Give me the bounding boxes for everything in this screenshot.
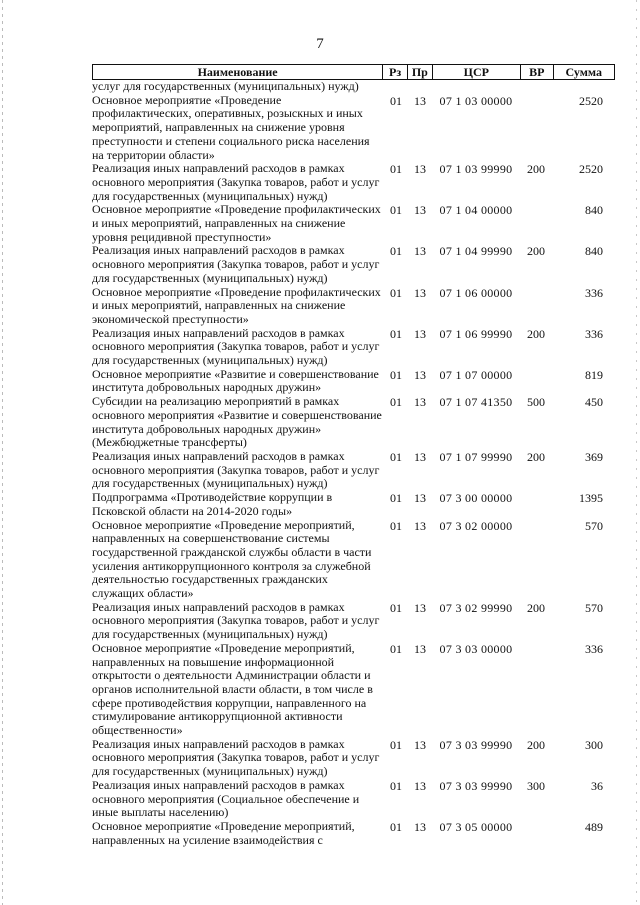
cell-rz: 01 (390, 737, 402, 752)
cell-csr: 07 3 05 00000 (439, 819, 513, 834)
cell-name: Основное мероприятие «Развитие и совершенствование института добровольных народных дружин» (92, 366, 379, 395)
cell-csr: 07 3 03 99990 (439, 778, 513, 793)
table-row (92, 738, 615, 779)
cell-pr: 13 (414, 737, 426, 752)
scan-edge-right (636, 0, 637, 905)
cell-rz: 01 (390, 93, 402, 108)
header-sum: Сумма (565, 65, 603, 79)
table-header (92, 64, 615, 80)
cell-rz: 01 (390, 600, 402, 615)
table-row (92, 244, 615, 285)
cell-pr: 13 (414, 326, 426, 341)
table-row (92, 779, 615, 820)
cell-rz: 01 (390, 326, 402, 341)
cell-csr: 07 3 03 00000 (439, 641, 513, 656)
cell-name: Реализация иных направлений расходов в рамках основного мероприятия (Закупка товаров, работ и услуг для государственных (муниципальных) нужд) (92, 161, 380, 203)
cell-rz: 01 (390, 244, 402, 259)
cell-vr: 500 (527, 395, 545, 410)
cell-sum: 450 (585, 395, 603, 410)
cell-sum: 840 (585, 203, 603, 218)
cell-name: Основное мероприятие «Проведение профилактических и иных мероприятий, направленных на снижение экономической преступности» (92, 284, 381, 326)
cell-sum: 36 (591, 778, 603, 793)
cell-csr: 07 1 03 00000 (439, 93, 513, 108)
table-row (92, 327, 615, 368)
cell-name: Реализация иных направлений расходов в рамках основного мероприятия (Закупка товаров, работ и услуг для государственных (муниципальных) нужд) (92, 736, 380, 779)
cell-sum: 570 (585, 600, 603, 615)
cell-rz: 01 (390, 819, 402, 834)
cell-name: Основное мероприятие «Проведение профилактических, оперативных, розыскных и иных мероприятий, направленных на снижение уровня преступности и степени социального риска населения на территории области» (92, 92, 370, 162)
cell-pr: 13 (414, 449, 426, 464)
cell-pr (408, 80, 432, 94)
cell-vr (520, 642, 552, 738)
cell-name: Подпрограмма «Противодействие коррупции в Псковской области на 2014-2020 годы» (92, 490, 333, 518)
cell-pr: 13 (414, 778, 426, 793)
cell-csr: 07 1 06 00000 (439, 285, 513, 300)
table-row (92, 94, 615, 163)
cell-vr (520, 368, 552, 395)
cell-csr: 07 1 07 00000 (439, 367, 513, 382)
cell-rz: 01 (390, 162, 402, 177)
cell-rz: 01 (390, 203, 402, 218)
cell-vr (520, 519, 552, 601)
cell-vr (520, 94, 552, 163)
cell-sum: 336 (585, 285, 603, 300)
cell-vr (520, 491, 552, 518)
table-row (92, 368, 615, 395)
cell-sum (552, 80, 613, 94)
cell-vr (520, 820, 552, 847)
cell-name: Субсидии на реализацию мероприятий в рамках основного мероприятия «Развитие и совершенствование института добровольных народных дружин» (Межбюджетные трансферты) (92, 394, 382, 450)
table-row (92, 820, 615, 847)
cell-rz: 01 (390, 395, 402, 410)
table-row (92, 642, 615, 738)
cell-csr: 07 1 07 41350 (439, 395, 513, 410)
cell-name: Основное мероприятие «Проведение мероприятий, направленных на усиление взаимодействия с (92, 818, 355, 847)
cell-name: Реализация иных направлений расходов в рамках основного мероприятия (Социальное обеспечение и иные выплаты населению) (92, 777, 360, 820)
header-rz: Рз (383, 65, 408, 79)
cell-vr: 200 (527, 737, 545, 752)
scan-edge-left (2, 0, 3, 905)
cell-vr (520, 286, 552, 327)
cell-sum: 336 (585, 326, 603, 341)
table-row (92, 450, 615, 491)
table-row (92, 491, 615, 518)
table-row (92, 395, 615, 450)
cell-name: Реализация иных направлений расходов в рамках основного мероприятия (Закупка товаров, работ и услуг для государственных (муниципальных) нужд) (92, 243, 380, 285)
cell-pr: 13 (414, 367, 426, 382)
cell-vr (520, 80, 552, 94)
cell-rz: 01 (390, 449, 402, 464)
cell-sum: 369 (585, 449, 603, 464)
cell-csr: 07 1 03 99990 (439, 162, 513, 177)
cell-csr: 07 1 04 00000 (439, 203, 513, 218)
cell-name: Основное мероприятие «Проведение мероприятий, направленных на повышение информационной открытости о деятельности Администрации области и органов исполнительной власти области, в том числе в сфере противодействия коррупции, направленного на стимулирование антикоррупционной активности общественности» (92, 640, 373, 738)
cell-pr: 13 (414, 600, 426, 615)
cell-pr: 13 (414, 162, 426, 177)
page-number: 7 (316, 36, 324, 52)
cell-csr: 07 1 06 99990 (439, 326, 513, 341)
table-row (92, 286, 615, 327)
cell-vr: 200 (527, 326, 545, 341)
cell-vr: 200 (527, 449, 545, 464)
cell-sum: 819 (585, 367, 603, 382)
cell-name: услуг для государственных (муниципальных) нужд) (92, 79, 359, 93)
cell-name: Основное мероприятие «Проведение мероприятий, направленных на совершенствование системы государственной гражданской службы области в части усиления антикоррупционного контроля за служебной деятельностью государственных гражданских служащих области» (92, 517, 372, 601)
cell-sum: 336 (585, 641, 603, 656)
table-body (92, 80, 615, 847)
cell-csr: 07 3 02 00000 (439, 518, 513, 533)
cell-name: Реализация иных направлений расходов в рамках основного мероприятия (Закупка товаров, работ и услуг для государственных (муниципальных) нужд) (92, 448, 380, 491)
cell-sum: 489 (585, 819, 603, 834)
table-row (92, 519, 615, 601)
cell-vr: 200 (527, 600, 545, 615)
header-csr: ЦСР (433, 65, 521, 79)
cell-csr: 07 3 00 00000 (439, 491, 513, 506)
cell-csr: 07 3 02 99990 (439, 600, 513, 615)
cell-sum: 2520 (579, 93, 603, 108)
cell-sum: 300 (585, 737, 603, 752)
cell-csr: 07 1 07 99990 (439, 449, 513, 464)
cell-rz: 01 (390, 518, 402, 533)
cell-rz: 01 (390, 285, 402, 300)
header-name: Наименование (93, 65, 383, 79)
cell-csr: 07 3 03 99990 (439, 737, 513, 752)
cell-pr: 13 (414, 491, 426, 506)
cell-pr: 13 (414, 819, 426, 834)
cell-rz: 01 (390, 778, 402, 793)
cell-pr: 13 (414, 395, 426, 410)
cell-sum: 2520 (579, 162, 603, 177)
budget-table (92, 64, 615, 847)
cell-vr (520, 203, 552, 244)
header-vr: ВР (521, 65, 554, 79)
cell-pr: 13 (414, 93, 426, 108)
header-pr: Пр (408, 65, 433, 79)
cell-pr: 13 (414, 244, 426, 259)
cell-vr: 300 (527, 778, 545, 793)
cell-sum: 1395 (579, 491, 603, 506)
table-row (92, 601, 615, 642)
cell-name: Реализация иных направлений расходов в рамках основного мероприятия (Закупка товаров, работ и услуг для государственных (муниципальных) нужд) (92, 325, 380, 368)
table-row (92, 203, 615, 244)
cell-rz (384, 80, 408, 94)
table-row (92, 80, 615, 94)
cell-csr: 07 1 04 99990 (439, 244, 513, 259)
cell-rz: 01 (390, 491, 402, 506)
cell-sum: 570 (585, 518, 603, 533)
cell-vr: 200 (527, 162, 545, 177)
cell-vr: 200 (527, 244, 545, 259)
cell-pr: 13 (414, 641, 426, 656)
cell-csr (432, 80, 520, 94)
table-row (92, 162, 615, 203)
cell-pr: 13 (414, 203, 426, 218)
cell-name: Основное мероприятие «Проведение профилактических и иных мероприятий, направленных на снижение уровня рецидивной преступности» (92, 202, 381, 244)
cell-name: Реализация иных направлений расходов в рамках основного мероприятия (Закупка товаров, работ и услуг для государственных (муниципальных) нужд) (92, 599, 380, 642)
cell-rz: 01 (390, 641, 402, 656)
cell-pr: 13 (414, 285, 426, 300)
cell-pr: 13 (414, 518, 426, 533)
cell-sum: 840 (585, 244, 603, 259)
cell-rz: 01 (390, 367, 402, 382)
